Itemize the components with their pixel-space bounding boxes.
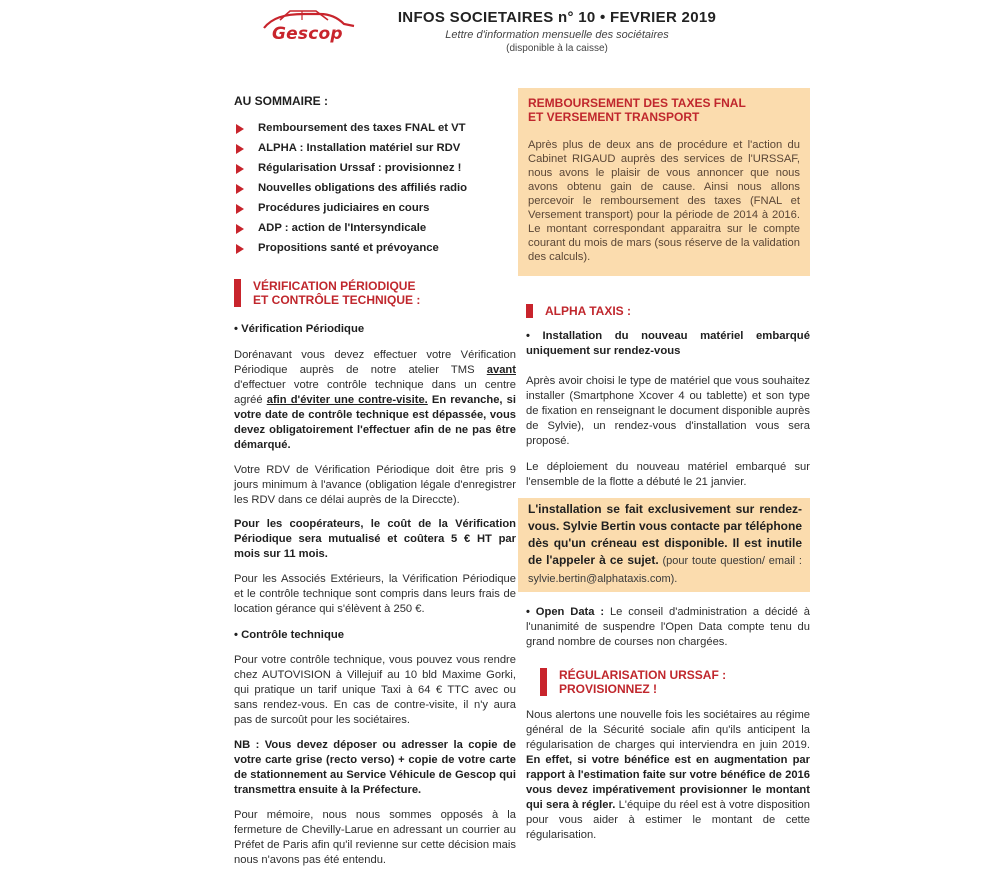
verification-paragraph-2: Votre RDV de Vérification Périodique doit être pris 9 jours minimum à l'avance (obligation légale d'enregistrer les RDV dans ce délai auprès de la Direccte). xyxy=(234,464,516,506)
left-column xyxy=(234,94,516,868)
alpha-highlight-box xyxy=(518,498,810,592)
sommaire-item: Propositions santé et prévoyance xyxy=(234,241,516,261)
sommaire-list xyxy=(234,121,516,261)
red-triangle-icon xyxy=(236,224,244,234)
remboursement-text: Après plus de deux ans de procédure et l'action du Cabinet RIGAUD auprès des services de l'URSSAF, nous avons le plaisir de vous annoncer que nous avons obtenu gain de cause. Ainsi nous allons percevoir le remboursement des taxes (FNAL et Versement transport) pour la période de 2014 à 2016. Le montant correspondant apparaitra sur le compte courant du mois de mars (sous réserve de la validation des calculs). xyxy=(528,139,800,263)
newsletter-subtitle: Lettre d'information mensuelle des sociétaires xyxy=(445,29,669,41)
open-data-paragraph: • Open Data : Le conseil d'administration a décidé à l'unanimité de suspendre l'Open Data compte tenu du grand nombre de courses non chargées. xyxy=(526,606,810,648)
verification-paragraph-1: Dorénavant vous devez effectuer votre Vérification Périodique auprès de notre atelier TMS avant d'effectuer votre contrôle technique dans un centre agréé afin d'éviter une contre-visite. En revanche, si votre date de contrôle technique est dépassée, vous devez obligatoirement l'effectuer afin de ne pas être démarqué. xyxy=(234,349,516,451)
sommaire-title: AU SOMMAIRE : xyxy=(234,94,328,108)
red-triangle-icon xyxy=(236,144,244,154)
alpha-highlight-text: L'installation se fait exclusivement sur rendez-vous. Sylvie Bertin vous contacte par téléphone dès qu'un créneau est disponible. Il est inutile de l'appeler à ce sujet. (pour toute question/ email : sylvie.bertin@alphataxis.com). xyxy=(528,502,802,585)
remboursement-heading: REMBOURSEMENT DES TAXES FNAL ET VERSEMENT TRANSPORT xyxy=(528,96,746,124)
controle-memoire-paragraph: Pour mémoire, nous nous sommes opposés à la fermeture de Chevilly-Larue en adressant un courrier au Préfet de Paris afin qu'il revienne sur cette décision mais nous n'avons pas été entendu. xyxy=(234,809,516,866)
sommaire-item: ADP : action de l'Intersyndicale xyxy=(234,221,516,241)
gescop-logo-text: Gescop xyxy=(272,24,343,44)
urssaf-heading: RÉGULARISATION URSSAF : PROVISIONNEZ ! xyxy=(540,668,810,696)
remboursement-box xyxy=(518,88,810,276)
red-triangle-icon xyxy=(236,244,244,254)
sommaire-item: Nouvelles obligations des affiliés radio xyxy=(234,181,516,201)
verification-periodique-subheading: • Vérification Périodique xyxy=(234,323,365,335)
alpha-paragraph-1: Après avoir choisi le type de matériel que vous souhaitez installer (Smartphone Xcover 4 ou tablette) et son type de fixation en renseignant le document disponible auprès de Sylvie), un rendez-vous d'installation vous sera proposé. xyxy=(526,375,810,447)
red-triangle-icon xyxy=(236,204,244,214)
controle-nb-paragraph: NB : Vous devez déposer ou adresser la copie de votre carte grise (recto verso) + copie de votre carte de stationnement au Service Véhicule de Gescop qui transmettra ensuite à la Préfecture. xyxy=(234,739,516,796)
red-triangle-icon xyxy=(236,164,244,174)
right-column xyxy=(518,88,810,843)
sommaire-item: Procédures judiciaires en cours xyxy=(234,201,516,221)
newsletter-title: INFOS SOCIETAIRES n° 10 • FEVRIER 2019 xyxy=(397,9,717,26)
alpha-subheading: • Installation du nouveau matériel embarqué uniquement sur rendez-vous xyxy=(526,330,810,357)
sommaire-item: Régularisation Urssaf : provisionnez ! xyxy=(234,161,516,181)
sommaire-item: Remboursement des taxes FNAL et VT xyxy=(234,121,516,141)
sommaire-item: ALPHA : Installation matériel sur RDV xyxy=(234,141,516,161)
controle-technique-subheading: • Contrôle technique xyxy=(234,629,345,641)
alpha-paragraph-2: Le déploiement du nouveau matériel embarqué sur l'ensemble de la flotte a débuté le 21 janvier. xyxy=(526,461,810,488)
red-triangle-icon xyxy=(236,124,244,134)
red-triangle-icon xyxy=(236,184,244,194)
alpha-heading: ALPHA TAXIS : xyxy=(526,304,810,318)
verification-paragraph-3: Pour les coopérateurs, le coût de la Vérification Périodique sera mutualisé et coûtera 5 € HT par mois sur 11 mois. xyxy=(234,518,516,560)
controle-paragraph-1: Pour votre contrôle technique, vous pouvez vous rendre chez AUTOVISION à Villejuif au 10 bld Maxime Gorki, qui pratique un tarif unique Taxi à 64 € TTC avec ou sans rendez-vous. En cas de contre-visite, il n'y aura pas de surcoût pour les sociétaires. xyxy=(234,654,516,726)
verification-heading: VÉRIFICATION PÉRIODIQUE ET CONTRÔLE TECHNIQUE : xyxy=(234,279,516,307)
newsletter-availability: (disponible à la caisse) xyxy=(506,43,608,54)
verification-paragraph-4: Pour les Associés Extérieurs, la Vérification Périodique et le contrôle technique sont compris dans leurs frais de location gérance qui s'élèvent à 250 €. xyxy=(234,573,516,615)
urssaf-paragraph: Nous alertons une nouvelle fois les sociétaires au régime général de la Sécurité sociale afin qu'ils anticipent la régularisation de charges qui interviendra en juin 2019. En effet, si votre bénéfice est en augmentation par rapport à l'estimation faite sur votre bénéfice de 2016 vous devez impérativement provisionner le montant qui sera à régler. L'équipe du réel est à votre disposition pour vous aider à estimer le montant de cette régularisation. xyxy=(526,709,810,841)
